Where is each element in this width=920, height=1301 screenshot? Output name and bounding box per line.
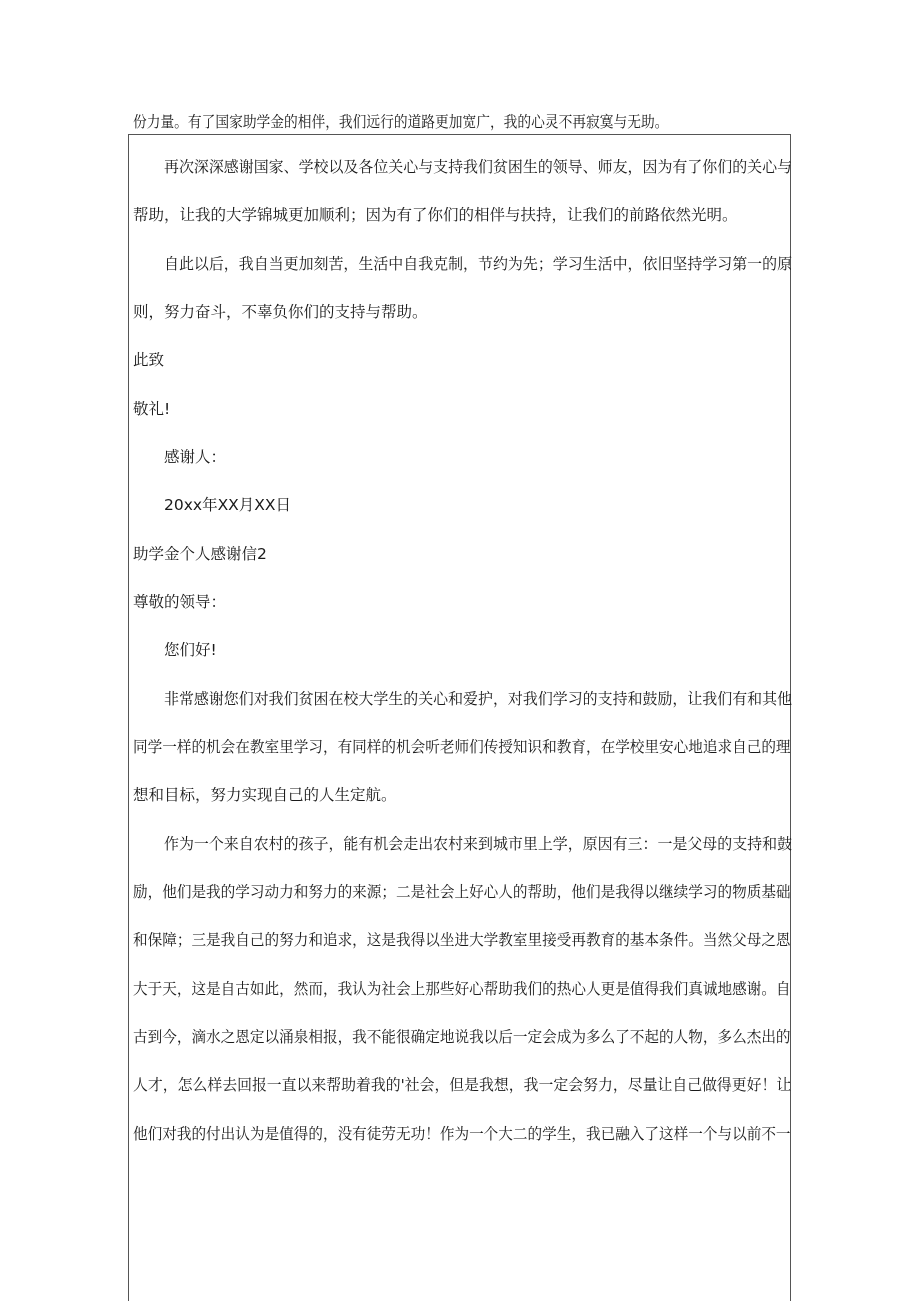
paragraph-line: 他们对我的付出认为是值得的，没有徒劳无功！作为一个大二的学生，我已融入了这样一个与以前不一 [133, 1125, 791, 1143]
paragraph-line: 古到今，滴水之恩定以涌泉相报，我不能很确定地说我以后一定会成为多么了不起的人物，多么杰出的 [133, 1028, 791, 1046]
paragraph-line: 想和目标，努力实现自己的人生定航。 [133, 786, 397, 804]
signature-label: 感谢人： [164, 448, 227, 466]
salutation-line: 此致 [133, 351, 165, 369]
paragraph-line: 作为一个来自农村的孩子，能有机会走出农村来到城市里上学，原因有三：一是父母的支持和鼓 [164, 835, 793, 853]
paragraph-line: 同学一样的机会在教室里学习，有同样的机会听老师们传授知识和教育，在学校里安心地追求自己的理 [133, 738, 791, 756]
paragraph-line: 和保障；三是我自己的努力和追求，这是我得以坐进大学教室里接受再教育的基本条件。当然父母之恩 [133, 931, 791, 949]
paragraph-line: 励，他们是我的学习动力和努力的来源；二是社会上好心人的帮助，他们是我得以继续学习的物质基础 [133, 883, 791, 901]
paragraph-line: 则，努力奋斗，不辜负你们的支持与帮助。 [133, 303, 428, 321]
paragraph-line: 帮助，让我的大学锦城更加顺利；因为有了你们的相伴与扶持，让我们的前路依然光明。 [133, 206, 738, 224]
paragraph-line-top: 份力量。有了国家助学金的相伴，我们远行的道路更加宽广，我的心灵不再寂寞与无助。 [133, 113, 669, 131]
letter-title: 助学金个人感谢信2 [133, 545, 267, 563]
salutation-line: 敬礼! [133, 400, 171, 418]
greeting-line: 尊敬的领导： [133, 593, 227, 611]
paragraph-line: 大于天，这是自古如此，然而，我认为社会上那些好心帮助我们的热心人更是值得我们真诚地感谢。自 [133, 980, 791, 998]
date-line: 20xx年XX月XX日 [164, 496, 292, 514]
paragraph-line: 非常感谢您们对我们贫困在校大学生的关心和爱护，对我们学习的支持和鼓励，让我们有和其他 [164, 690, 793, 708]
greeting-line: 您们好! [164, 641, 217, 659]
paragraph-line: 人才，怎么样去回报一直以来帮助着我的'社会，但是我想，我一定会努力，尽量让自己做得更好！让 [133, 1076, 792, 1094]
paragraph-line: 再次深深感谢国家、学校以及各位关心与支持我们贫困生的领导、师友，因为有了你们的关心与 [164, 158, 793, 176]
paragraph-line: 自此以后，我自当更加刻苦，生活中自我克制，节约为先；学习生活中，依旧坚持学习第一的原 [164, 255, 793, 273]
